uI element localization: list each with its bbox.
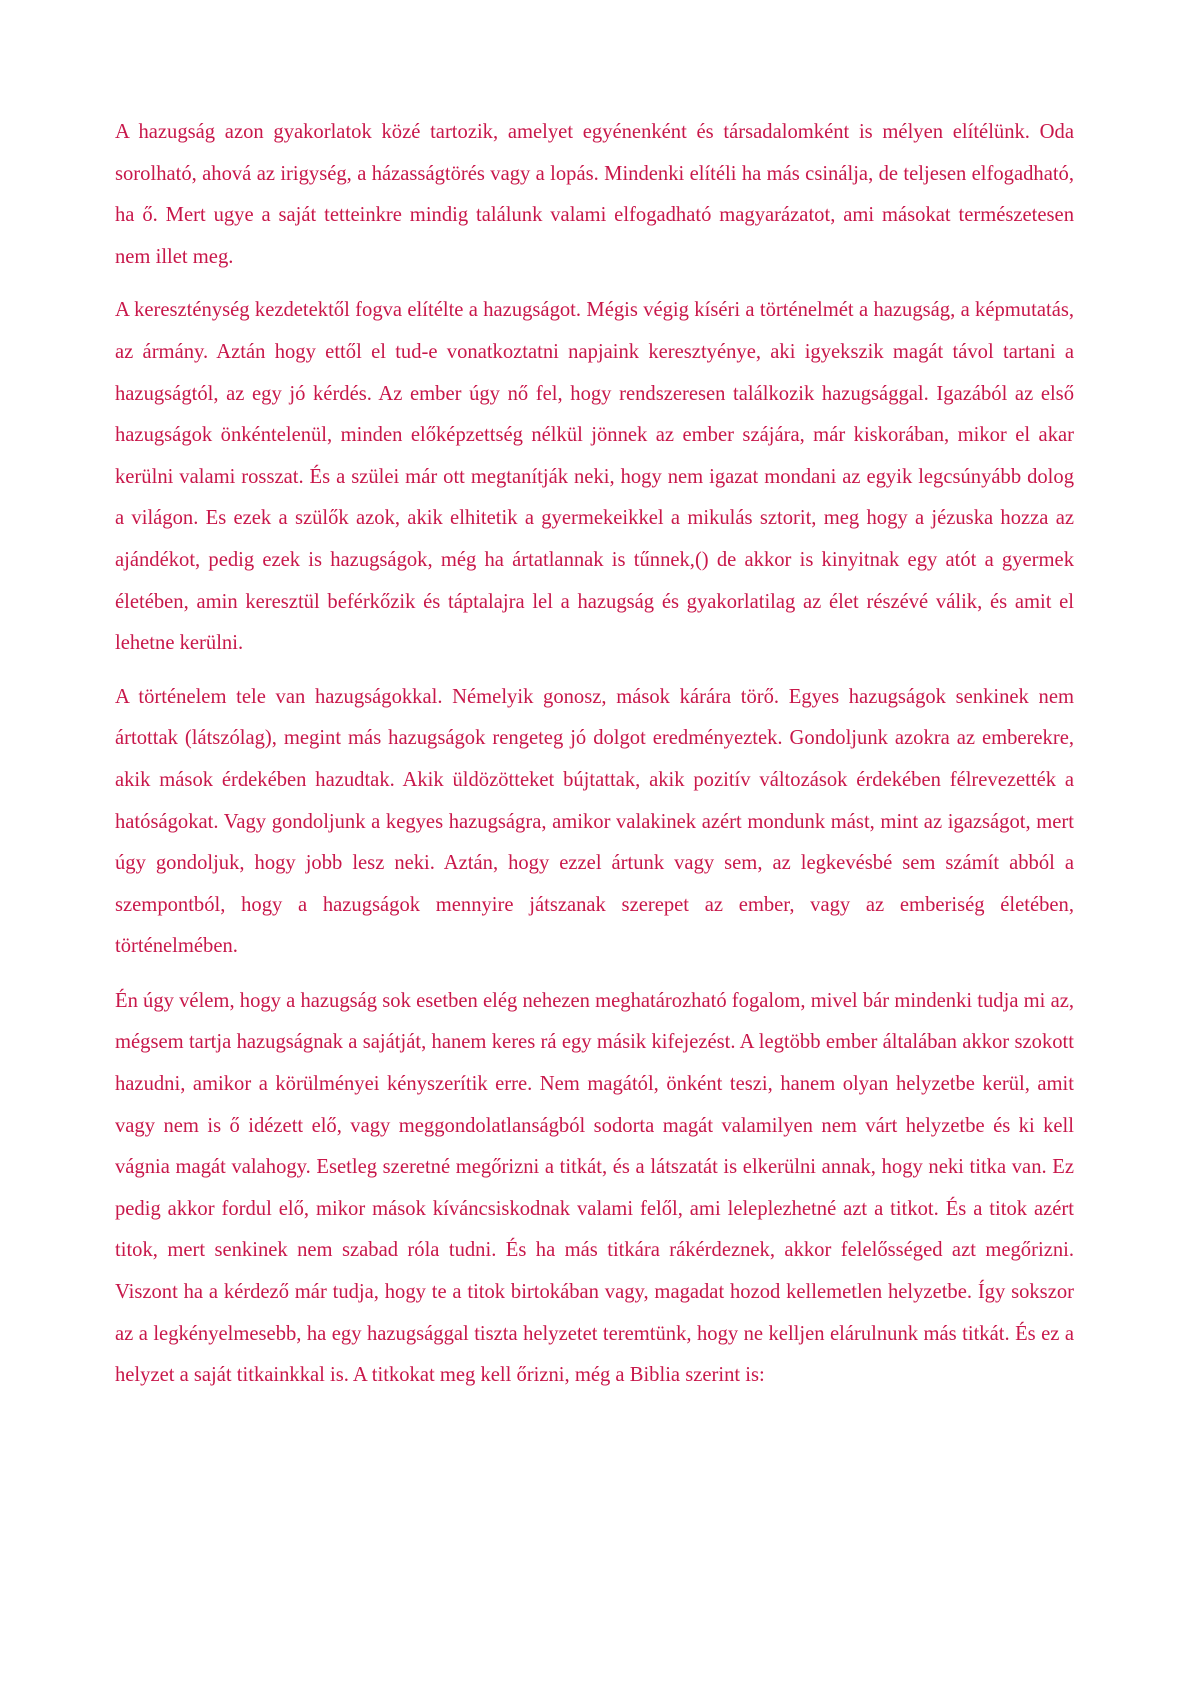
paragraph-2: A kereszténység kezdetektől fogva elítélte a hazugságot. Mégis végig kíséri a történelmét a hazugság, a képmutatás, az ármány. Aztán hogy ettől el tud-e vonatkoztatni napjaink keresztyénye, aki igyekszik magát távol tartani a hazugságtól, az egy jó kérdés. Az ember úgy nő fel, hogy rendszeresen találkozik hazugsággal. Igazából az első hazugságok önkéntelenül, minden előképzettség nélkül jönnek az ember szájára, már kiskorában, mikor el akar kerülni valami rosszat. És a szülei már ott megtanítják neki, hogy nem igazat mondani az egyik legcsúnyább dolog a világon. Es ezek a szülők azok, akik elhitetik a gyermekeikkel a mikulás sztorit, meg hogy a jézuska hozza az ajándékot, pedig ezek is hazugságok, még ha ártatlannak is tűnnek,() de akkor is kinyitnak egy atót a gyermek életében, amin keresztül beférkőzik és táptalajra lel a hazugság és gyakorlatilag az élet részévé válik, és amit el lehetne kerülni. [115, 299, 1074, 655]
paragraph-3: A történelem tele van hazugságokkal. Némelyik gonosz, mások kárára törő. Egyes hazugságok senkinek nem ártottak (látszólag), megint más hazugságok rengeteg jó dolgot eredményeztek. Gondoljunk azokra az emberekre, akik mások érdekében hazudtak. Akik üldözötteket bújtattak, akik pozitív változások érdekében félrevezették a hatóságokat. Vagy gondoljunk a kegyes hazugságra, amikor valakinek azért mondunk mást, mint az igazságot, mert úgy gondoljuk, hogy jobb lesz neki. Aztán, hogy ezzel ártunk vagy sem, az legkevésbé sem számít abból a szempontból, hogy a hazugságok mennyire játszanak szerepet az ember, vagy az emberiség életében, történelmében. [115, 685, 1074, 958]
document-body [115, 112, 1074, 1409]
paragraph-1: A hazugság azon gyakorlatok közé tartozik, amelyet egyénenként és társadalomként is mélyen elítélünk. Oda sorolható, ahová az irigység, a házasságtörés vagy a lopás. Mindenki elítéli ha más csinálja, de teljesen elfogadható, ha ő. Mert ugye a saját tetteinkre mindig találunk valami elfogadható magyarázatot, ami másokat természetesen nem illet meg. [115, 121, 1074, 268]
paragraph-4: Én úgy vélem, hogy a hazugság sok esetben elég nehezen meghatározható fogalom, mivel bár mindenki tudja mi az, mégsem tartja hazugságnak a sajátját, hanem keres rá egy másik kifejezést. A legtöbb ember általában akkor szokott hazudni, amikor a körülményei kényszerítik erre. Nem magától, önként teszi, hanem olyan helyzetbe kerül, amit vagy nem is ő idézett elő, vagy meggondolatlanságból sodorta magát valamilyen nem várt helyzetbe és ki kell vágnia magát valahogy. Esetleg szeretné megőrizni a titkát, és a látszatát is elkerülni annak, hogy neki titka van. Ez pedig akkor fordul elő, mikor mások kíváncsiskodnak valami felől, ami leleplezhetné azt a titkot. És a titok azért titok, mert senkinek nem szabad róla tudni. És ha más titkára rákérdeznek, akkor felelősséged azt megőrizni. Viszont ha a kérdező már tudja, hogy te a titok birtokában vagy, magadat hozod kellemetlen helyzetbe. Így sokszor az a legkényelmesebb, ha egy hazugsággal tiszta helyzetet teremtünk, hogy ne kelljen elárulnunk más titkát. És ez a helyzet a saját titkainkkal is. A titkokat meg kell őrizni, még a Biblia szerint is: [115, 989, 1074, 1387]
